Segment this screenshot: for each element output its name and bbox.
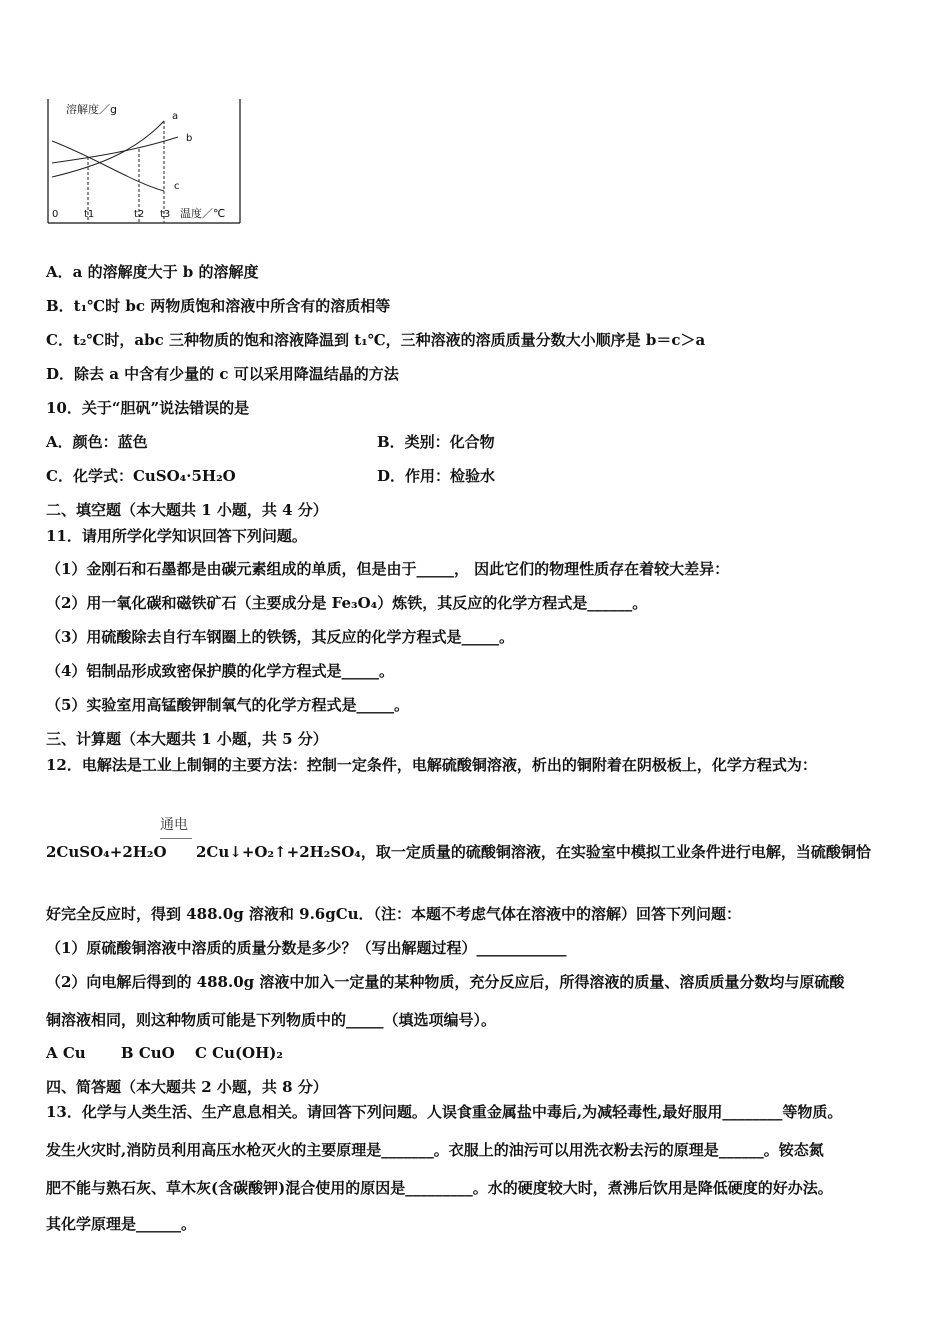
q9-option-c: C．t₂℃时，abc 三种物质的饱和溶液降温到 t₁℃，三种溶液的溶质质量分数大小顺序是 b＝c＞a [46,331,706,349]
q10-stem: 10．关于“胆矾”说法错误的是 [46,399,250,417]
q13-line-3: 肥不能与熟石灰、草木灰(含碳酸钾)混合使用的原因是_________。水的硬度较大时，煮沸后饮用是降低硬度的好办法。 [46,1179,833,1197]
q11-stem: 11．请用所学化学知识回答下列问题。 [46,527,307,545]
equation-right: 2Cu↓+O₂↑+2H₂SO₄，取一定质量的硫酸铜溶液，在实验室中模拟工业条件进行电解，当硫酸铜恰 [196,843,871,861]
reaction-condition: 通电 [160,817,188,833]
q13-line-2: 发生火灾时,消防员利用高压水枪灭火的主要原理是_______。衣服上的油污可以用洗衣粉去污的原理是______。铵态氮 [46,1141,824,1159]
q10-option-b: B．类别：化合物 [377,433,495,451]
tick-t2: t2 [134,209,145,220]
q9-option-d: D．除去 a 中含有少量的 c 可以采用降温结晶的方法 [46,365,399,383]
q10-option-c: C．化学式：CuSO₄·5H₂O [46,467,236,485]
reaction-equals-sign [160,838,192,839]
solubility-figure [44,97,242,225]
q10-option-a: A．颜色：蓝色 [46,433,148,451]
curve-a-label: a [172,111,179,122]
curve-b-label: b [186,133,193,144]
q11-part-5: （5）实验室用高锰酸钾制氧气的化学方程式是_____。 [46,696,409,714]
tick-t3: t3 [160,209,171,220]
q12-part-2a: （2）向电解后得到的 488.0g 溶液中加入一定量的某种物质，充分反应后，所得溶液的质量、溶质质量分数均与原硫酸 [46,973,845,991]
q9-option-b: B．t₁℃时 bc 两物质饱和溶液中所含有的溶质相等 [46,297,391,315]
q11-part-2: （2）用一氧化碳和磁铁矿石（主要成分是 Fe₃O₄）炼铁，其反应的化学方程式是______。 [46,594,648,612]
q13-line-1: 13．化学与人类生活、生产息息相关。请回答下列问题。人误食重金属盐中毒后,为减轻毒性,最好服用________等物质。 [46,1103,843,1121]
y-axis-label: 溶解度／g [66,103,117,116]
q12-part-1: （1）原硫酸铜溶液中溶质的质量分数是多少？（写出解题过程）____________ [46,939,567,957]
q11-part-4: （4）铝制品形成致密保护膜的化学方程式是_____。 [46,662,394,680]
section-3-heading: 三、计算题（本大题共 1 小题，共 5 分） [46,730,328,748]
q12-stem: 12．电解法是工业上制铜的主要方法：控制一定条件，电解硫酸铜溶液，析出的铜附着在阴极板上，化学方程式为： [46,756,817,774]
q13-line-4: 其化学原理是______。 [46,1215,197,1233]
x-axis-label: 温度／℃ [180,207,226,220]
q11-part-1: （1）金刚石和石墨都是由碳元素组成的单质，但是由于_____， 因此它们的物理性质存在着较大差异： [46,560,730,578]
q12-choices: A Cu B CuO C Cu(OH)₂ [46,1044,283,1062]
curve-b [52,137,178,163]
solubility-chart [44,97,242,225]
origin-label: 0 [52,209,59,220]
curve-c-label: c [174,181,180,192]
equation-left: 2CuSO₄+2H₂O [46,843,167,861]
q9-option-a: A．a 的溶解度大于 b 的溶解度 [46,263,259,281]
tick-t1: t1 [84,209,95,220]
section-4-heading: 四、简答题（本大题共 2 小题，共 8 分） [46,1078,328,1096]
section-2-heading: 二、填空题（本大题共 1 小题，共 4 分） [46,501,328,519]
q12-continuation: 好完全反应时，得到 488.0g 溶液和 9.6gCu．（注：本题不考虑气体在溶液中的溶解）回答下列问题： [46,905,742,923]
curve-a [52,121,164,177]
q12-part-2b: 铜溶液相同，则这种物质可能是下列物质中的_____（填选项编号）。 [46,1011,497,1029]
q10-option-d: D．作用：检验水 [377,467,496,485]
q11-part-3: （3）用硫酸除去自行车钢圈上的铁锈，其反应的化学方程式是_____。 [46,628,514,646]
curve-c [52,141,164,191]
